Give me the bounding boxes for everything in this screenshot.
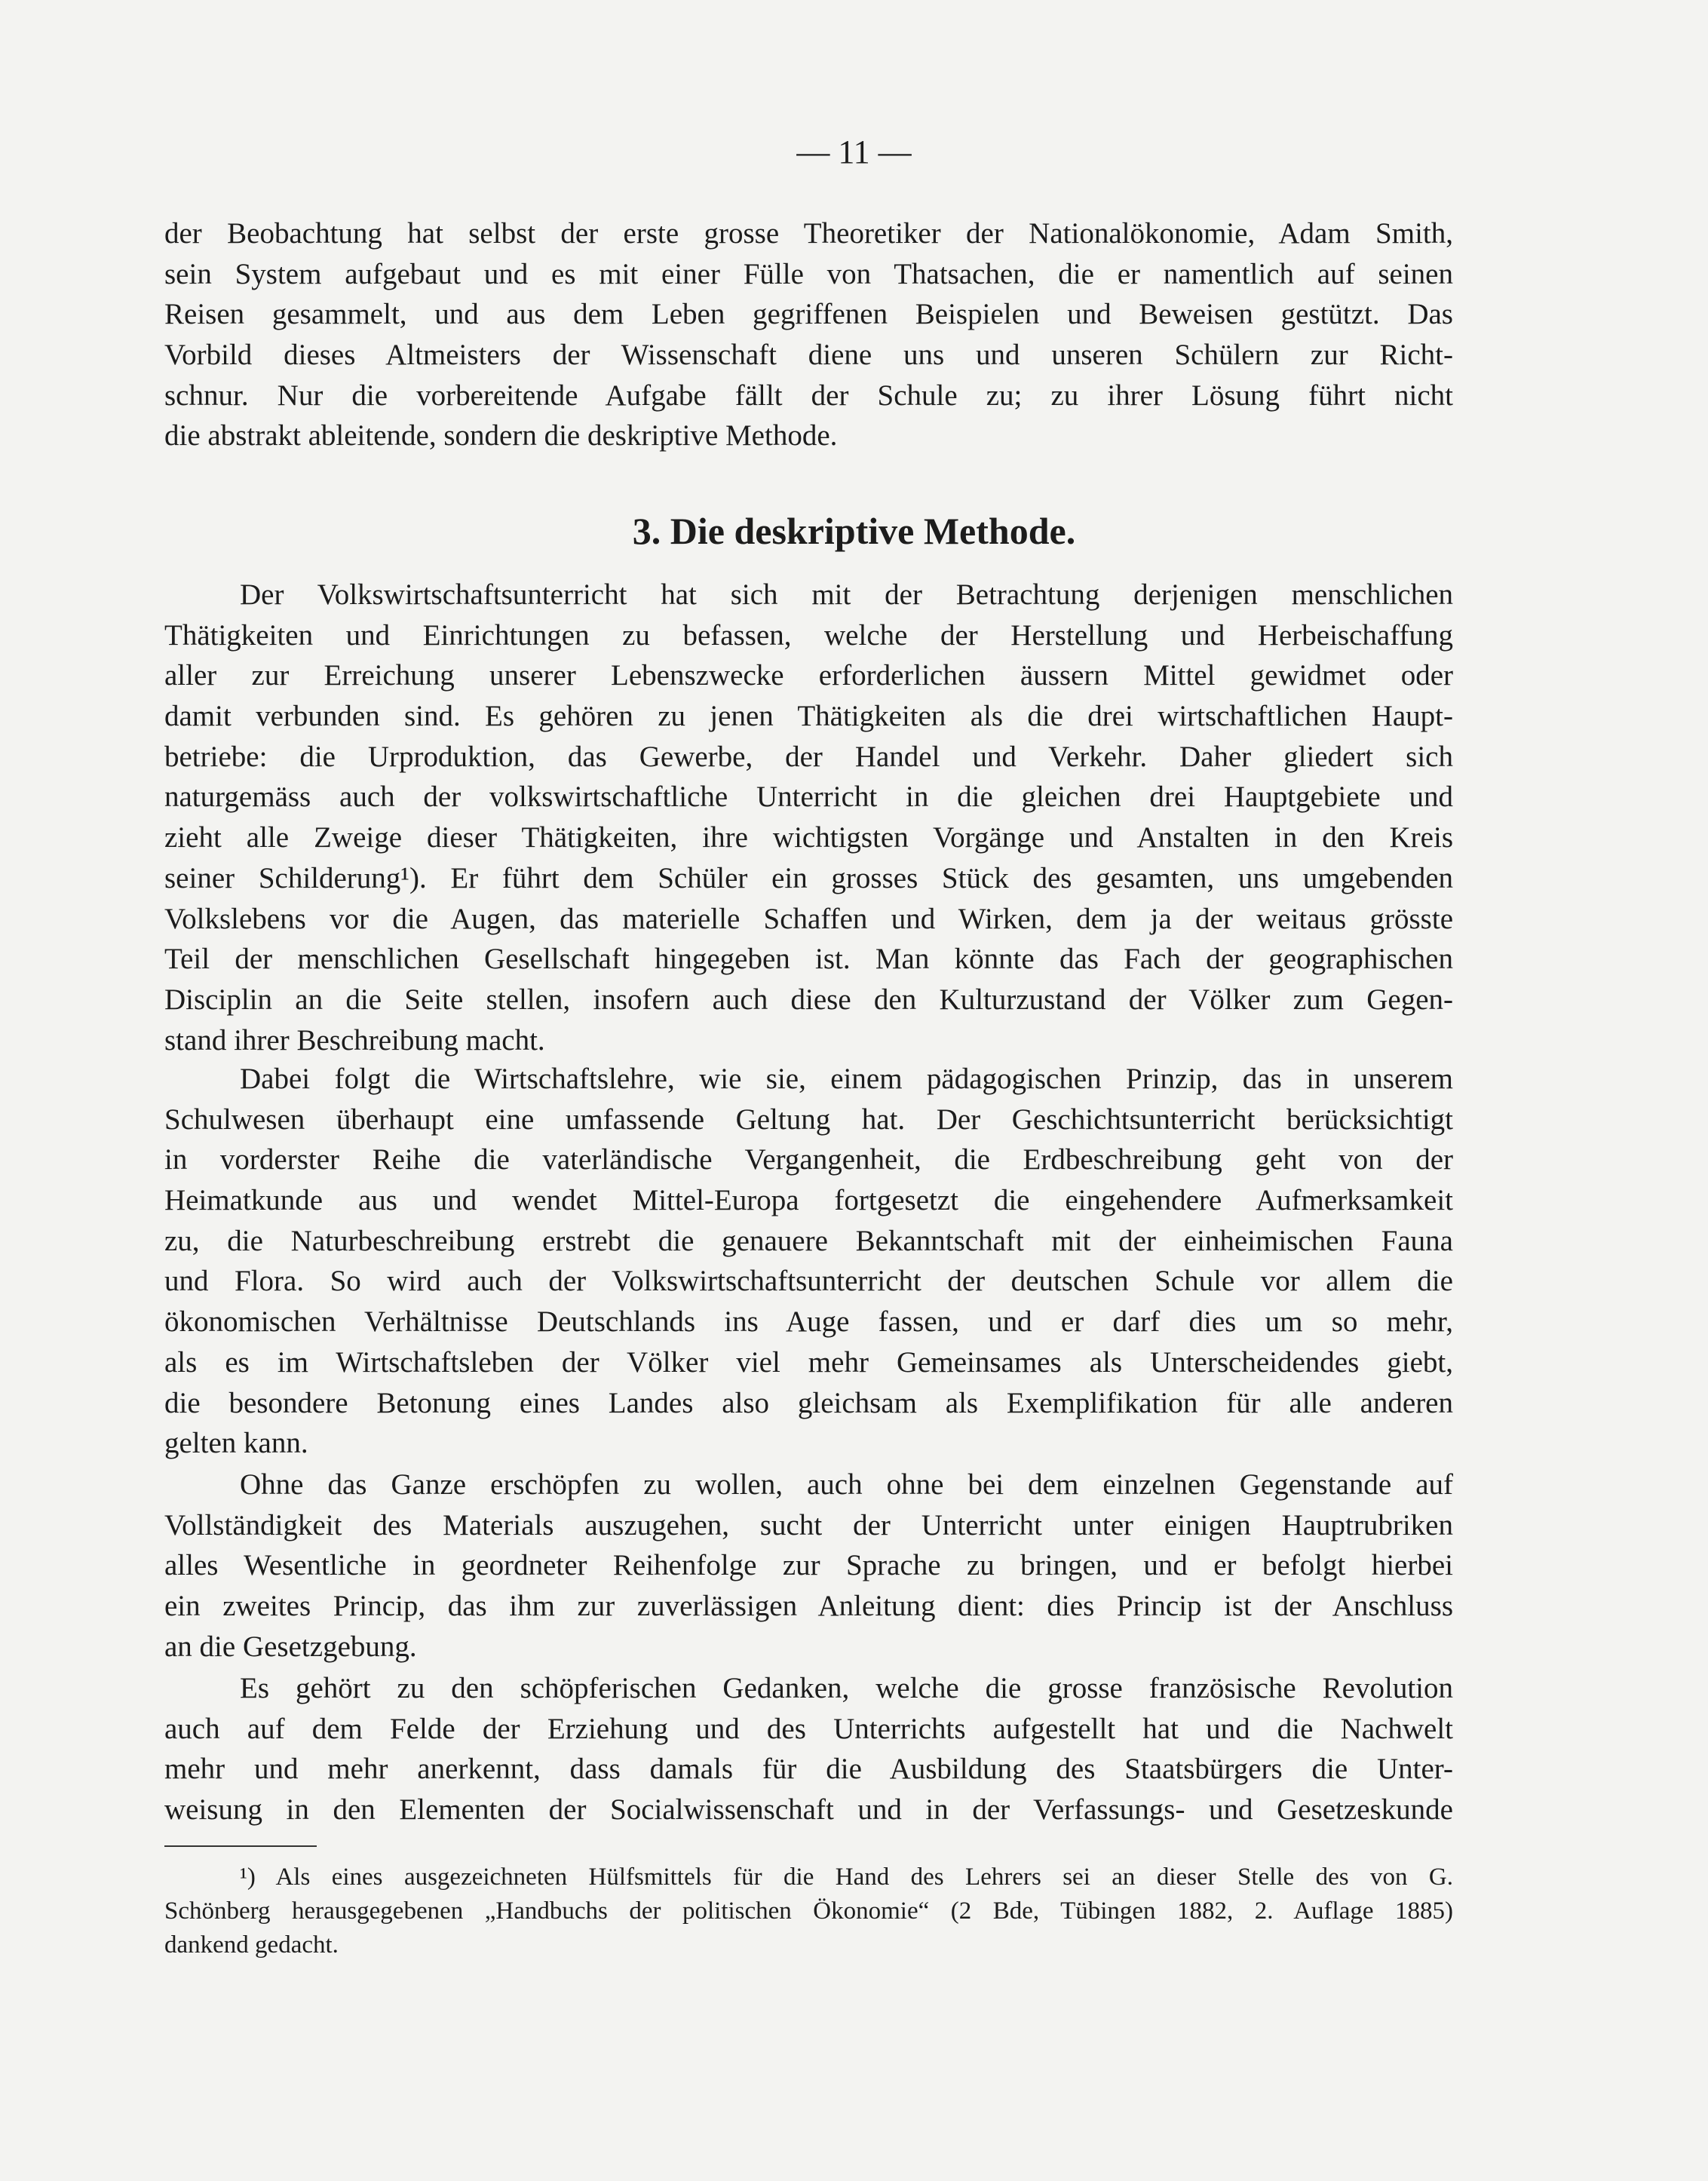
text-line: Der Volkswirtschaftsunterricht hat sich mit der Betrachtung derjenigen menschlichen — [240, 578, 1453, 611]
paragraph-2 — [164, 575, 1453, 1060]
text-line: aller zur Erreichung unserer Lebenszwecke erforderlichen äussern Mittel gewidmet oder — [164, 659, 1453, 692]
text-line: weisung in den Elementen der Socialwissenschaft und in der Verfassungs- und Gesetzeskunde — [164, 1793, 1453, 1827]
page-number: — 11 — — [796, 133, 912, 170]
text-line: gelten kann. — [164, 1427, 308, 1460]
section-heading: 3. Die deskriptive Methode. — [632, 510, 1076, 552]
text-line: als es im Wirtschaftsleben der Völker viel mehr Gemeinsames als Unterscheidendes giebt, — [164, 1345, 1453, 1379]
text-line: der Beobachtung hat selbst der erste grosse Theoretiker der Nationalökonomie, Adam Smith, — [164, 217, 1453, 250]
text-line: Schulwesen überhaupt eine umfassende Geltung hat. Der Geschichtsunterricht berücksichtigt — [164, 1103, 1453, 1136]
text-line: Disciplin an die Seite stellen, insofern auch diese den Kulturzustand der Völker zum Gegen- — [164, 983, 1453, 1016]
text-line: Vollständigkeit des Materials auszugehen, sucht der Unterricht unter einigen Hauptrubriken — [164, 1508, 1453, 1541]
text-line: Reisen gesammelt, und aus dem Leben gegriffenen Beispielen und Beweisen gestützt. Das — [164, 298, 1453, 331]
text-line: Ohne das Ganze erschöpfen zu wollen, auch ohne bei dem einzelnen Gegenstande auf — [240, 1468, 1453, 1501]
text-line: schnur. Nur die vorbereitende Aufgabe fällt der Schule zu; zu ihrer Lösung führt nicht — [164, 379, 1453, 412]
footnote-line: ¹) Als eines ausgezeichneten Hülfsmittels für die Hand des Lehrers sei an dieser Stelle des von G. — [240, 1864, 1453, 1891]
text-line: an die Gesetzgebung. — [164, 1630, 417, 1663]
text-line: zu, die Naturbeschreibung erstrebt die genauere Bekanntschaft mit der einheimischen Fauna — [164, 1224, 1453, 1257]
text-line: Dabei folgt die Wirtschaftslehre, wie sie, einem pädagogischen Prinzip, das in unserem — [240, 1063, 1453, 1095]
footnote-line: Schönberg herausgegebenen „Handbuchs der politischen Ökonomie“ (2 Bde, Tübingen 1882, 2. Auflage 1885) — [164, 1897, 1453, 1925]
paragraph-1 — [164, 213, 1453, 456]
text-line: Volkslebens vor die Augen, das materielle Schaffen und Wirken, dem ja der weitaus grösste — [164, 902, 1453, 935]
paragraph-5 — [164, 1668, 1453, 1830]
text-line: und Flora. So wird auch der Volkswirtschaftsunterricht der deutschen Schule vor allem die — [164, 1265, 1453, 1298]
text-line: Vorbild dieses Altmeisters der Wissenschaft diene uns und unseren Schülern zur Richt- — [164, 339, 1453, 372]
text-line: auch auf dem Felde der Erziehung und des Unterrichts aufgestellt hat und die Nachwelt — [164, 1712, 1453, 1745]
text-line: zieht alle Zweige dieser Thätigkeiten, ihre wichtigsten Vorgänge und Anstalten in den Kreis — [164, 821, 1453, 854]
text-line: ökonomischen Verhältnisse Deutschlands ins Auge fassen, und er darf dies um so mehr, — [164, 1305, 1453, 1339]
text-line: die abstrakt ableitende, sondern die deskriptive Methode. — [164, 419, 838, 452]
text-line: betriebe: die Urproduktion, das Gewerbe, der Handel und Verkehr. Daher gliedert sich — [164, 740, 1453, 773]
text-line: Es gehört zu den schöpferischen Gedanken, welche die grosse französische Revolution — [240, 1672, 1453, 1704]
text-line: damit verbunden sind. Es gehören zu jenen Thätigkeiten als die drei wirtschaftlichen Haupt- — [164, 700, 1453, 733]
text-line: alles Wesentliche in geordneter Reihenfolge zur Sprache zu bringen, und er befolgt hierbei — [164, 1549, 1453, 1582]
paragraph-4 — [164, 1465, 1453, 1667]
text-line: in vorderster Reihe die vaterländische Vergangenheit, die Erdbeschreibung geht von der — [164, 1143, 1453, 1176]
footnote-rule — [164, 1845, 317, 1847]
text-line: sein System aufgebaut und es mit einer Fülle von Thatsachen, die er namentlich auf seinen — [164, 257, 1453, 290]
text-line: die besondere Betonung eines Landes also gleichsam als Exemplifikation für alle anderen — [164, 1386, 1453, 1419]
text-line: Thätigkeiten und Einrichtungen zu befassen, welche der Herstellung und Herbeischaffung — [164, 618, 1453, 652]
text-line: Teil der menschlichen Gesellschaft hingegeben ist. Man könnte das Fach der geographischen — [164, 943, 1453, 976]
footnote — [164, 1860, 1453, 1962]
text-line: ein zweites Princip, das ihm zur zuverlässigen Anleitung dient: dies Princip ist der Anschluss — [164, 1590, 1453, 1623]
text-line: mehr und mehr anerkennt, dass damals für die Ausbildung des Staatsbürgers die Unter- — [164, 1753, 1453, 1786]
text-line: Heimatkunde aus und wendet Mittel-Europa fortgesetzt die eingehendere Aufmerksamkeit — [164, 1184, 1453, 1217]
text-line: seiner Schilderung¹). Er führt dem Schüler ein grosses Stück des gesamten, uns umgebenden — [164, 861, 1453, 894]
text-line: naturgemäss auch der volkswirtschaftliche Unterricht in die gleichen drei Hauptgebiete und — [164, 781, 1453, 814]
footnote-line: dankend gedacht. — [164, 1931, 339, 1959]
paragraph-3 — [164, 1059, 1453, 1464]
text-line: stand ihrer Beschreibung macht. — [164, 1023, 545, 1057]
